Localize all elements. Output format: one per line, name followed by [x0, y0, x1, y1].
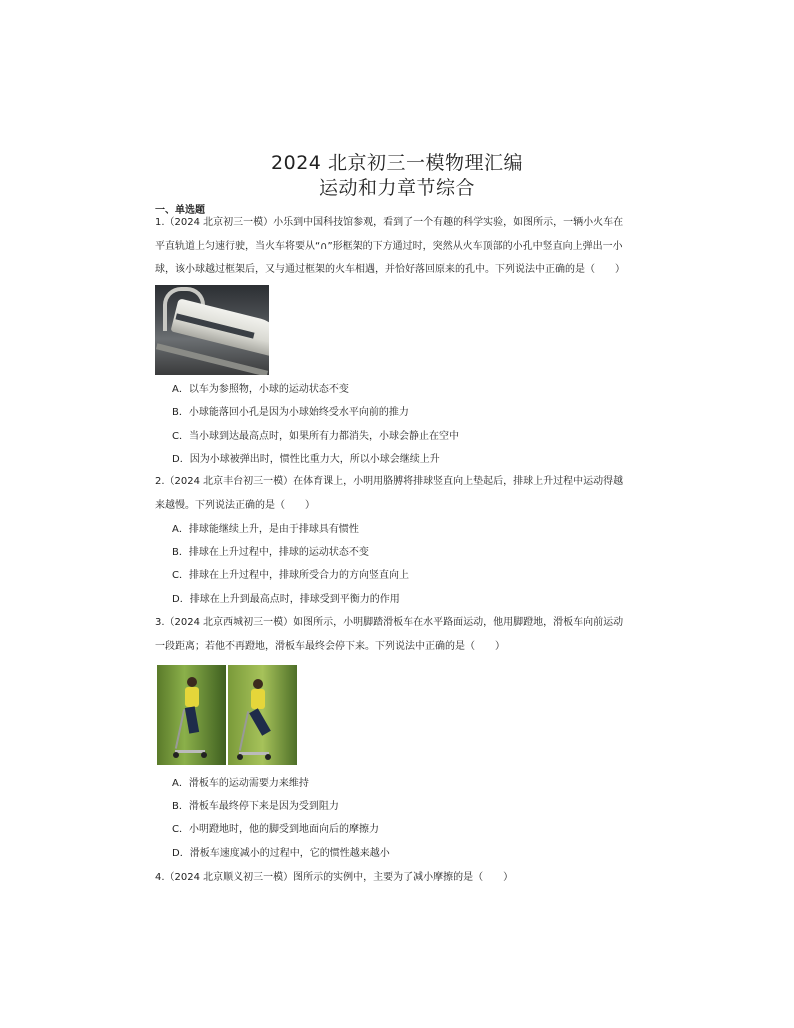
question-2-option-a: A．排球能继续上升，是由于排球具有惯性: [172, 524, 359, 535]
train-experiment-image: [155, 285, 269, 375]
question-3-line-2: 一段距离；若他不再蹬地，滑板车最终会停下来。下列说法中正确的是（ ）: [155, 640, 505, 652]
question-2-option-d: D．排球在上升到最高点时，排球受到平衡力的作用: [172, 594, 400, 605]
question-1-option-a: A．以车为参照物，小球的运动状态不变: [172, 384, 349, 395]
question-4-stem: [155, 866, 715, 890]
scooter-photo: [157, 665, 300, 765]
question-1-option-d: D．因为小球被弹出时，惯性比重力大，所以小球会继续上升: [172, 454, 440, 465]
question-2-line-2: 来越慢。下列说法正确的是（ ）: [155, 499, 315, 511]
question-1-line-2: 平直轨道上匀速行驶，当火车将要从“∩”形框架的下方通过时，突然从火车顶部的小孔中竖直向上弹出一小: [155, 240, 623, 252]
question-4-line-1: 4.（2024 北京顺义初三一模）图所示的实例中，主要为了减小摩擦的是（ ）: [155, 872, 514, 883]
question-3-stem: [155, 611, 715, 658]
section-heading: 一、单选题: [155, 205, 205, 216]
question-3-option-c: C．小明蹬地时，他的脚受到地面向后的摩擦力: [172, 824, 379, 835]
question-2-option-c: C．排球在上升过程中，排球所受合力的方向竖直向上: [172, 570, 409, 581]
question-1-option-c: C．当小球到达最高点时，如果所有力都消失，小球会静止在空中: [172, 431, 459, 442]
question-3-option-a: A．滑板车的运动需要力来维持: [172, 778, 309, 789]
question-2-stem: [155, 470, 715, 517]
document-subtitle: 运动和力章节综合: [318, 177, 475, 199]
question-2-option-b: B．排球在上升过程中，排球的运动状态不变: [172, 547, 369, 558]
question-1-option-b: B．小球能落回小孔是因为小球始终受水平向前的推力: [172, 407, 409, 418]
question-2-line-1: 2.（2024 北京丰台初三一模）在体育课上，小明用胳膊将排球竖直向上垫起后，排球上升过程中运动得越: [155, 476, 624, 487]
question-1-line-1: 1.（2024 北京初三一模）小乐到中国科技馆参观，看到了一个有趣的科学实验，如图所示，一辆小火车在: [155, 217, 624, 228]
document-title: 2024 北京初三一模物理汇编: [271, 152, 523, 174]
question-3-option-b: B．滑板车最终停下来是因为受到阻力: [172, 801, 339, 812]
question-1-stem: [155, 211, 715, 282]
question-3-option-d: D．滑板车速度减小的过程中，它的惯性越来越小: [172, 848, 390, 859]
question-1-line-3: 球，该小球越过框架后，又与通过框架的火车相遇，并恰好落回原来的孔中。下列说法中正确的是（ ）: [155, 264, 625, 275]
question-3-line-1: 3.（2024 北京西城初三一模）如图所示，小明脚踏滑板车在水平路面运动，他用脚蹬地，滑板车向前运动: [155, 617, 624, 628]
